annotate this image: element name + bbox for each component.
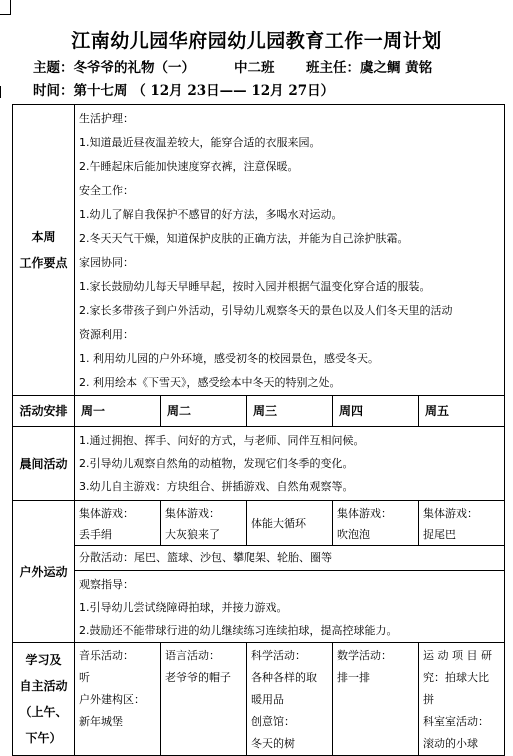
- time-value: 第十七周 （ 12月 23日—— 12月 27日）: [73, 83, 335, 99]
- learning-monday-line: 户外建构区：: [79, 693, 145, 706]
- resource-title: 资源利用：: [79, 328, 134, 341]
- morning-item: 1.通过拥抱、挥手、问好的方式，与老师、同伴互相问候。: [79, 434, 365, 447]
- day-header-friday: 周五: [419, 396, 505, 427]
- game-name: 吹泡泡: [337, 528, 370, 541]
- schedule-header-row: [13, 396, 505, 427]
- learning-monday-line: 新年城堡: [79, 715, 123, 728]
- time-label: 时间：: [33, 83, 74, 99]
- weekly-plan-table: [12, 104, 505, 756]
- learning-monday-line: 听: [79, 671, 90, 684]
- theme-label: 主题：: [33, 60, 74, 76]
- morning-row: [13, 427, 505, 501]
- learning-tuesday-line: 语言活动：: [165, 649, 220, 662]
- learning-thursday: [333, 643, 419, 756]
- day-header-tuesday: 周二: [161, 396, 247, 427]
- corner-mark-vertical: [10, 0, 11, 15]
- morning-label: 晨间活动: [13, 427, 75, 501]
- outdoor-guidance-row: [13, 571, 505, 643]
- learning-label-line: （上午、: [19, 705, 68, 719]
- time-line: [33, 79, 334, 99]
- free-activities: 分散活动：尾巴、篮球、沙包、攀爬架、轮胎、圈等: [75, 546, 505, 571]
- game-name: 丢手绢: [79, 528, 112, 541]
- day-header-wednesday: 周三: [247, 396, 333, 427]
- game-name: 大灰狼来了: [165, 528, 220, 541]
- game-title: 集体游戏：: [79, 507, 134, 520]
- guidance-item: 1.引导幼儿尝试绕障碍拍球，并接力游戏。: [79, 601, 288, 614]
- theme-line: [33, 56, 195, 76]
- guidance-content: [75, 571, 505, 643]
- learning-monday: [75, 643, 161, 756]
- learning-tuesday: [161, 643, 247, 756]
- learning-friday-line: 拼: [423, 693, 434, 706]
- morning-item: 2.引导幼儿观察自然角的动植物，发现它们冬季的变化。: [79, 457, 354, 470]
- game-name: 捉尾巴: [423, 528, 456, 541]
- game-title: 集体游戏：: [165, 507, 220, 520]
- learning-wednesday-line: 冬天的树: [251, 737, 295, 750]
- game-cell-wednesday: [247, 501, 333, 546]
- resource-item: 2. 利用绘本《下雪天》，感受绘本中冬天的特别之处。: [79, 376, 341, 389]
- theme-value: 冬爷爷的礼物（一）: [73, 60, 195, 76]
- day-header-monday: 周一: [75, 396, 161, 427]
- guidance-item: 2.鼓励还不能带球行进的幼儿继续练习连续拍球，提高控球能力。: [79, 624, 398, 637]
- life-care-item: 2.午睡起床后能加快速度穿衣裤，注意保暖。: [79, 160, 299, 173]
- learning-label-line: 自主活动: [19, 679, 68, 693]
- morning-item: 3.幼儿自主游戏：方块组合、拼插游戏、自然角观察等。: [79, 480, 354, 493]
- game-cell-thursday: [333, 501, 419, 546]
- safety-title: 安全工作：: [79, 184, 134, 197]
- learning-wednesday-line: 暖用品: [251, 693, 284, 706]
- weekly-focus-label-line2: 工作要点: [19, 256, 68, 270]
- weekly-focus-content: [75, 105, 505, 396]
- schedule-label: 活动安排: [13, 396, 75, 427]
- document-title: 江南幼儿园华府园幼儿园教育工作一周计划: [71, 30, 442, 52]
- learning-label: [13, 643, 75, 756]
- life-care-title: 生活护理：: [79, 112, 134, 125]
- learning-thursday-line: 数学活动：: [337, 649, 392, 662]
- day-header-thursday: 周四: [333, 396, 419, 427]
- outdoor-label: 户外运动: [13, 501, 75, 643]
- game-cell-tuesday: [161, 501, 247, 546]
- resource-item: 1. 利用幼儿园的户外环境，感受初冬的校园景色，感受冬天。: [79, 352, 379, 365]
- learning-wednesday-line: 创意馆：: [251, 715, 295, 728]
- home-title: 家园协同：: [79, 256, 134, 269]
- teacher-label: 班主任：: [306, 60, 360, 76]
- learning-tuesday-line: 老爷爷的帽子: [165, 671, 231, 684]
- home-item: 1.家长鼓励幼儿每天早睡早起，按时入园并根据气温变化穿合适的服装。: [79, 280, 431, 293]
- weekly-focus-row: [13, 105, 505, 396]
- weekly-focus-label: [13, 105, 75, 396]
- learning-friday-line: 滚动的小球: [423, 737, 478, 750]
- learning-friday-line: 科室室活动：: [423, 715, 489, 728]
- teacher-value: 虞之鲷 黄铭: [360, 60, 433, 76]
- game-title: 集体游戏：: [423, 507, 478, 520]
- teacher-line: [306, 56, 432, 76]
- morning-content: [75, 427, 505, 501]
- learning-friday: [419, 643, 505, 756]
- life-care-item: 1.知道最近昼夜温差较大，能穿合适的衣服来园。: [79, 136, 321, 149]
- safety-item: 2.冬天天气干燥，知道保护皮肤的正确方法，并能为自己涂护肤霜。: [79, 232, 409, 245]
- game-cell-friday: [419, 501, 505, 546]
- class-name: 中二班: [234, 60, 275, 76]
- weekly-focus-label-line1: 本周: [31, 230, 56, 244]
- learning-friday-line: 运 动 项 目 研: [423, 649, 492, 662]
- outdoor-games-row: [13, 501, 505, 546]
- safety-item: 1.幼儿了解自我保护不感冒的好方法，多喝水对运动。: [79, 208, 343, 221]
- guidance-title: 观察指导：: [79, 578, 134, 591]
- learning-wednesday-line: 科学活动：: [251, 649, 306, 662]
- game-title: 集体游戏：: [337, 507, 392, 520]
- learning-friday-line: 究：拍球大比: [423, 671, 489, 684]
- learning-wednesday-line: 各种各样的取: [251, 671, 317, 684]
- learning-label-line: 下午）: [25, 731, 62, 745]
- learning-wednesday: [247, 643, 333, 756]
- learning-label-line: 学习及: [25, 653, 62, 667]
- outdoor-free-row: [13, 546, 505, 571]
- learning-row: [13, 643, 505, 756]
- game-cell-monday: [75, 501, 161, 546]
- home-item: 2.家长多带孩子到户外活动，引导幼儿观察冬天的景色以及人们冬天里的活动: [79, 304, 453, 317]
- learning-monday-line: 音乐活动：: [79, 649, 134, 662]
- learning-thursday-line: 排一排: [337, 671, 370, 684]
- game-name: 体能大循环: [251, 516, 306, 530]
- margin-mark-left: [0, 86, 1, 98]
